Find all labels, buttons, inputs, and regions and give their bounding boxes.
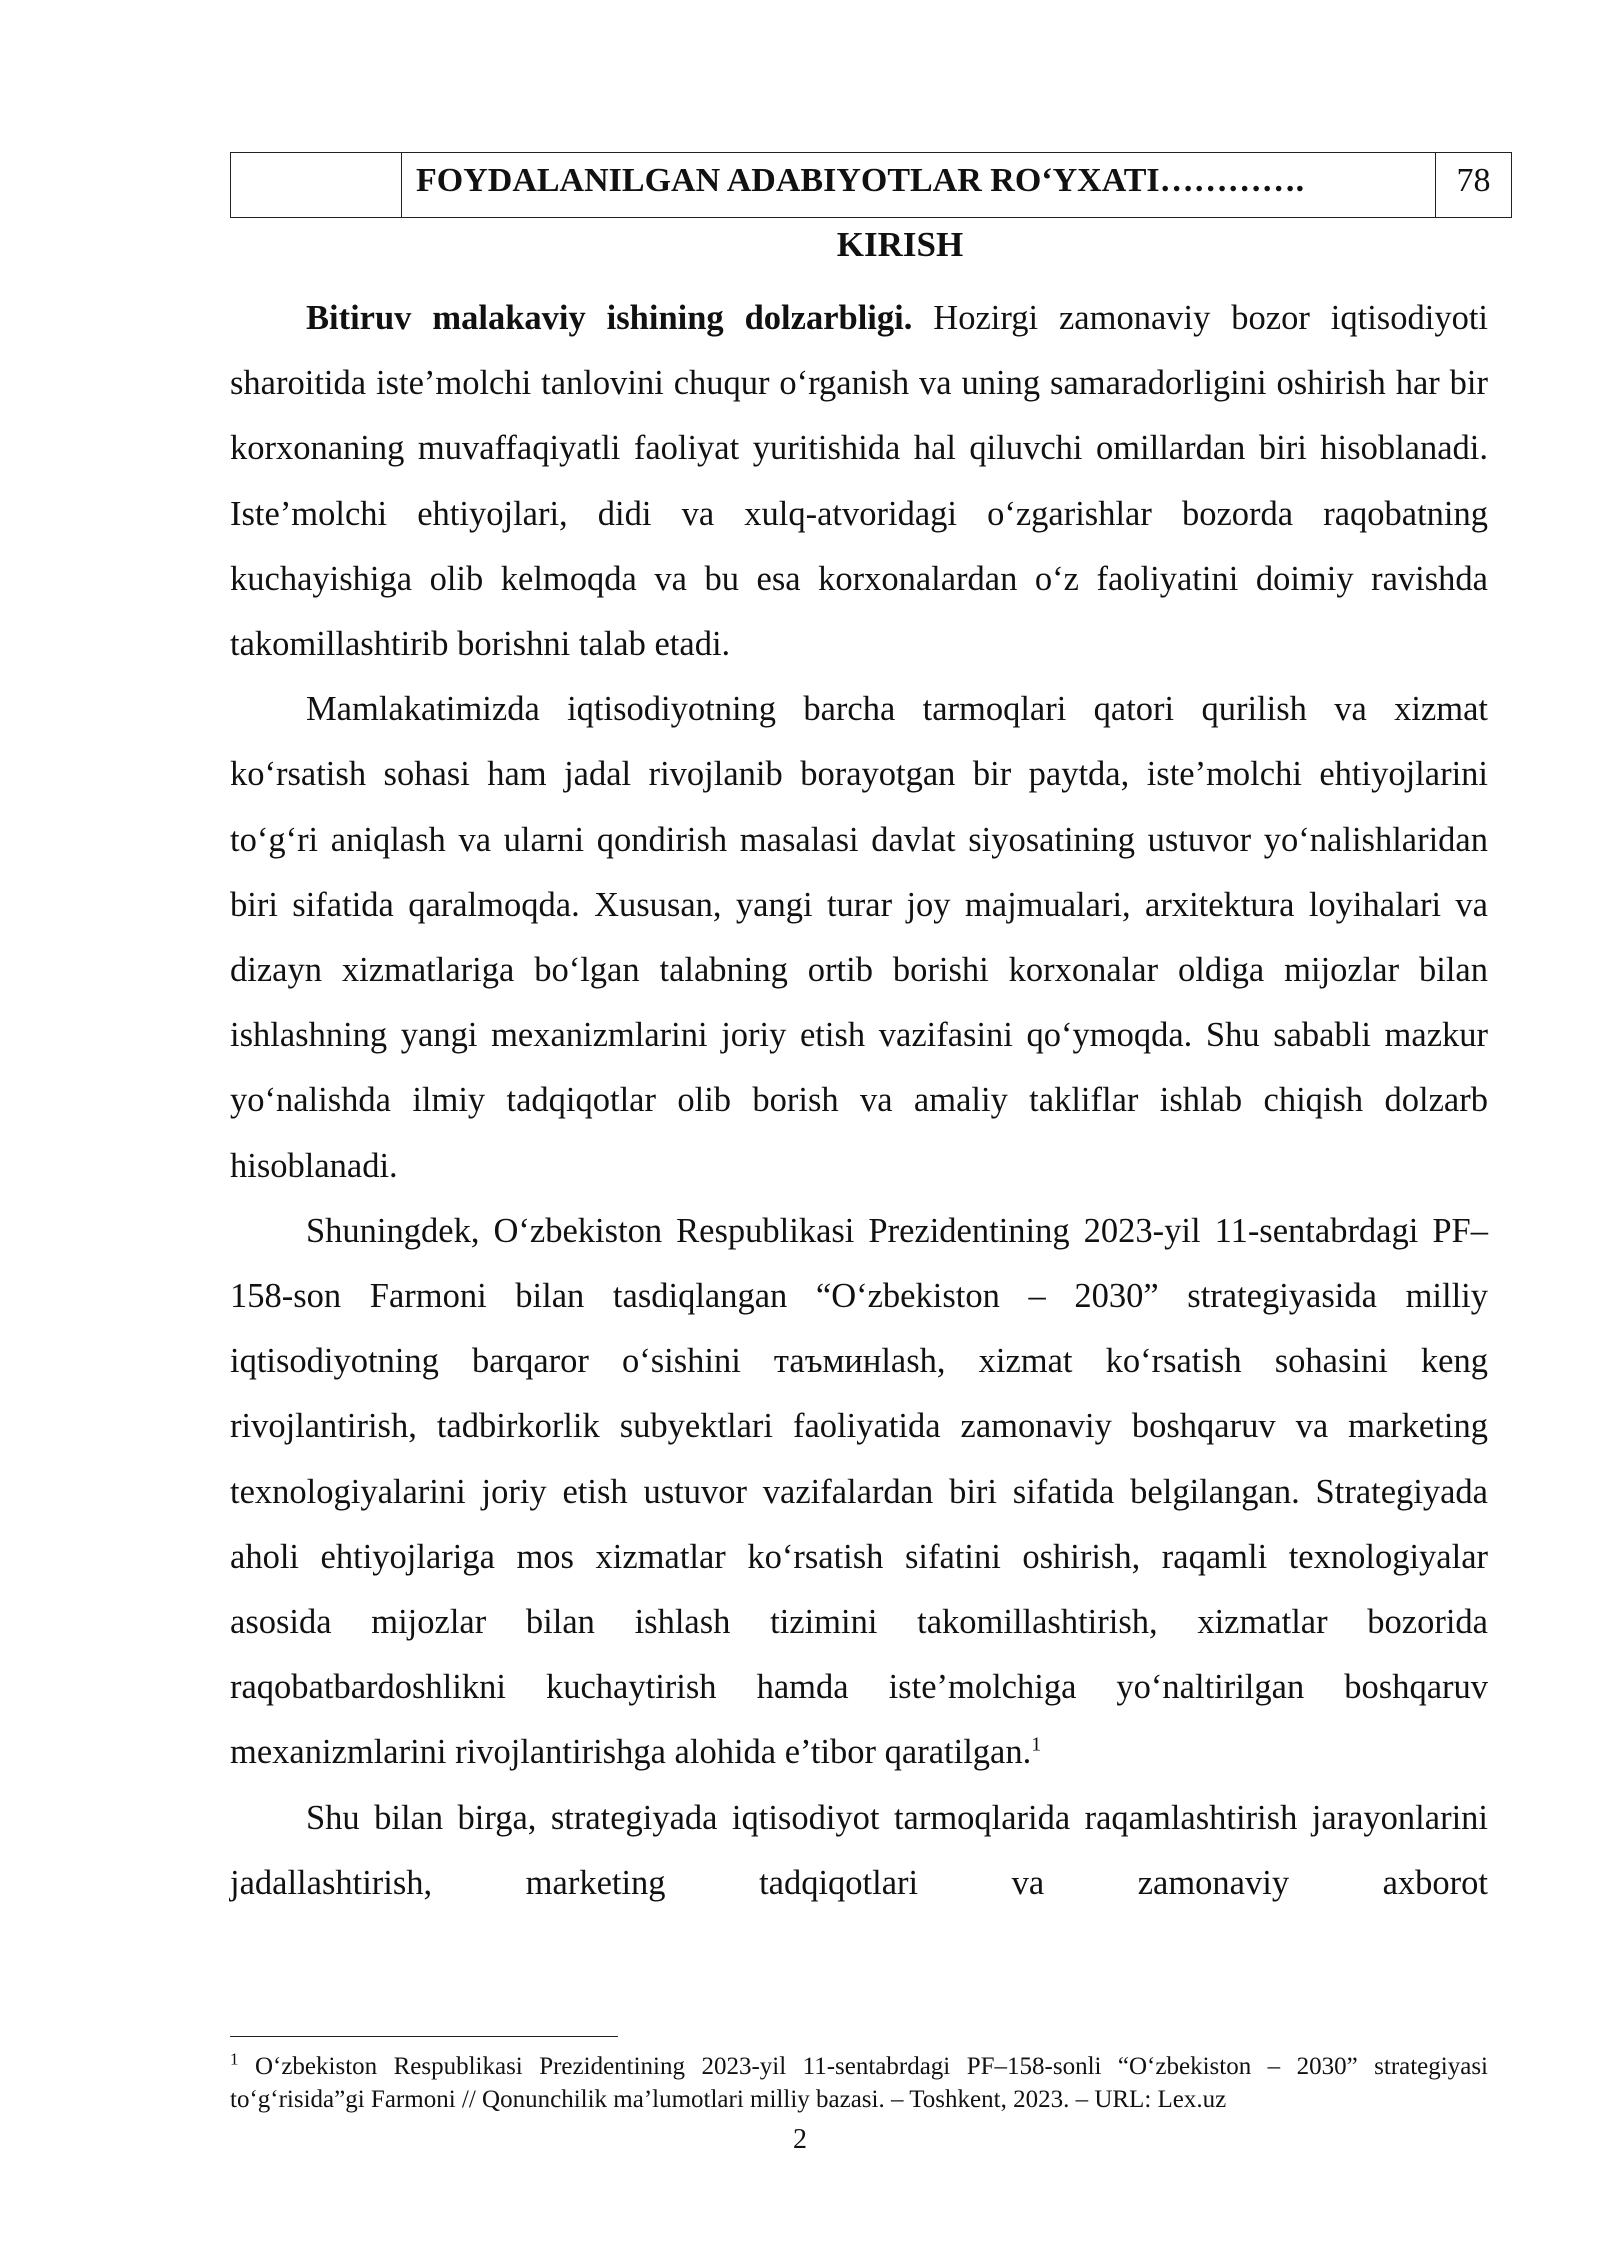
toc-entry-page: 78 (1456, 162, 1491, 199)
footnote (230, 2050, 1488, 2116)
toc-entry-title: FOYDALANILGAN ADABIYOTLAR RO‘YXATI…………. (402, 153, 1436, 217)
toc-row (230, 152, 1512, 218)
paragraph-1 (230, 286, 1488, 677)
paragraph-3-text: Shuningdek, O‘zbekiston Respublikasi Prezidentining 2023-yil 11-sentabrdagi PF–158-son Farmoni bilan tasdiqlangan “O‘zbekiston – 2030” strategiyasida milliy iqtisodiyotning barqaror o‘sishini таъминlash, xizmat ko‘rsatish sohasini keng rivojlantirish, tadbirkorlik subyektlari faoliyatida zamonaviy boshqaruv va marketing texnologiyalarini joriy etish ustuvor vazifalardan biri sifatida belgilangan. Strategiyada aholi ehtiyojlariga mos xizmatlar ko‘rsatish sifatini oshirish, raqamli texnologiyalar asosida mijozlar bilan ishlash tizimini takomillashtirish, xizmatlar bozorida raqobatbardoshlikni kuchaytirish hamda iste’molchiga yo‘naltirilgan boshqaruv mexanizmlarini rivojlantirishga alohida e’tibor qaratilgan. (230, 1211, 1488, 1772)
toc-cell-empty (231, 153, 402, 217)
footnote-text: O‘zbekiston Respublikasi Prezidentining 2023-yil 11-sentabrdagi PF–158-sonli “O‘zbekiston – 2030” strategiyasi to‘g‘risida”gi Farmoni // Qonunchilik ma’lumotlari milliy bazasi. – Toshkent, 2023. – URL: Lex.uz (230, 2053, 1488, 2113)
footnote-reference[interactable]: 1 (1031, 1733, 1042, 1756)
page-number: 2 (793, 2124, 807, 2155)
paragraph-3 (230, 1199, 1488, 1786)
body-text (230, 286, 1488, 1916)
paragraph-4: Shu bilan birga, strategiyada iqtisodiyot tarmoqlarida raqamlashtirish jarayonlarini jadallashtirish, marketing tadqiqotlari va zamonaviy axborot (230, 1798, 1488, 1902)
paragraph-2: Mamlakatimizda iqtisodiyotning barcha tarmoqlari qatori qurilish va xizmat ko‘rsatish sohasi ham jadal rivojlanib borayotgan bir paytda, iste’molchi ehtiyojlarini to‘g‘ri aniqlash va ularni qondirish masalasi davlat siyosatining ustuvor yo‘nalishlaridan biri sifatida qaralmoqda. Xususan, yangi turar joy majmualari, arxitektura loyihalari va dizayn xizmatlariga bo‘lgan talabning ortib borishi korxonalar oldiga mijozlar bilan ishlashning yangi mexanizmlarini joriy etish vazifasini qo‘ymoqda. Shu sababli mazkur yo‘nalishda ilmiy tadqiqotlar olib borish va amaliy takliflar ishlab chiqish dolzarb hisoblanadi. (230, 690, 1488, 1185)
footnote-separator (230, 2036, 618, 2037)
footnote-marker: 1 (230, 2049, 239, 2069)
paragraph-1-text: Hozirgi zamonaviy bozor iqtisodiyoti sharoitida iste’molchi tanlovini chuqur o‘rganish va uning samaradorligini oshirish har bir korxonaning muvaffaqiyatli faoliyat yuritishida hal qiluvchi omillardan biri hisoblanadi. Iste’molchi ehtiyojlari, didi va xulq-atvoridagi o‘zgarishlar bozorda raqobatning kuchayishiga olib kelmoqda va bu esa korxonalardan o‘z faoliyatini doimiy ravishda takomillashtirib borishni talab etadi. (230, 299, 1488, 664)
paragraph-lead: Bitiruv malakaviy ishining dolzarbligi. (306, 299, 913, 337)
section-heading: KIRISH (836, 225, 964, 264)
